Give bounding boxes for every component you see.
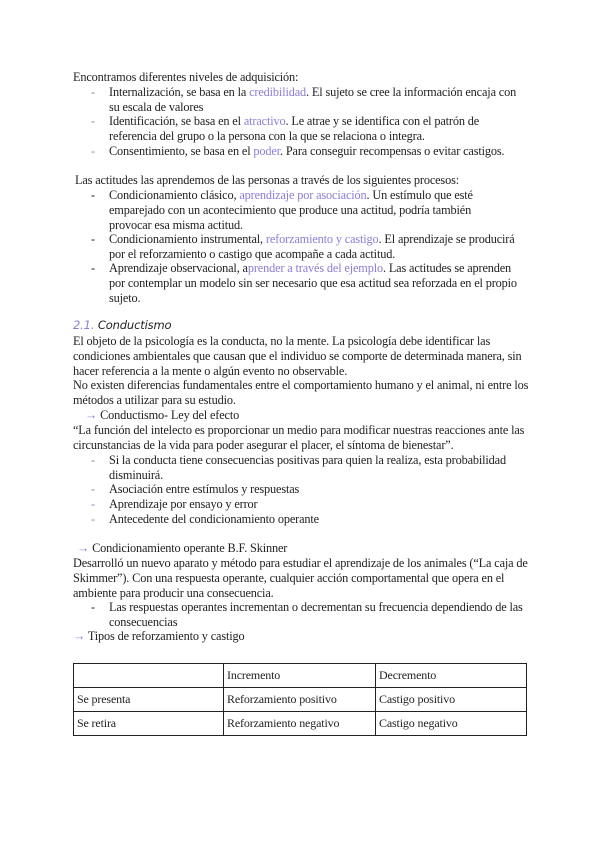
table-row bbox=[74, 688, 527, 712]
list-item: - Condicionamiento clásico, aprendizaje por asociación. Un estímulo que esté emparejado con un acontecimiento que produce una actitud, podría también provocar esa misma actitud. bbox=[91, 188, 473, 232]
table-cell: Se retira bbox=[74, 712, 224, 736]
list-item: - Aprendizaje por ensayo y error bbox=[91, 497, 258, 511]
table-cell: Castigo negativo bbox=[376, 712, 527, 736]
table-cell: Decremento bbox=[376, 664, 527, 688]
processes-intro: Las actitudes las aprendemos de las personas a través de los siguientes procesos: bbox=[75, 173, 459, 187]
section-heading: 2.1. Conductismo bbox=[73, 318, 172, 332]
list-item: - Identificación, se basa en el atractivo. Le atrae y se identifica con el patrón de referencia del grupo o la persona con la que se relaciona o integra. bbox=[91, 114, 480, 143]
list-item: - Asociación entre estímulos y respuestas bbox=[91, 482, 300, 496]
arrow-heading: → Conductismo- Ley del efecto bbox=[85, 408, 240, 422]
quote: “La función del intelecto es proporcionar un medio para modificar nuestras reacciones ante las circunstancias de la vida para poder asegurar el placer, el síntoma de bienestar”. bbox=[73, 423, 525, 452]
intro-text: Encontramos diferentes niveles de adquisición: bbox=[73, 70, 299, 84]
list-item: - Consentimiento, se basa en el poder. Para conseguir recompensas o evitar castigos. bbox=[91, 144, 505, 158]
table-cell: Reforzamiento positivo bbox=[224, 688, 376, 712]
arrow-right-icon: → bbox=[73, 629, 86, 643]
arrow-right-icon: → bbox=[77, 541, 90, 555]
list-item: - Antecedente del condicionamiento operante bbox=[91, 512, 319, 526]
arrow-right-icon: → bbox=[85, 408, 98, 422]
table-cell: Castigo positivo bbox=[376, 688, 527, 712]
list-item: - Las respuestas operantes incrementan o decrementan su frecuencia dependiendo de las consecuencias bbox=[91, 600, 523, 629]
paragraph: Desarrolló un nuevo aparato y método para estudiar el aprendizaje de los animales (“La caja de Skimmer”). Con una respuesta operante, cualquier acción comportamental que opera en el ambiente para producir una consecuencia. bbox=[73, 556, 528, 600]
table-cell bbox=[74, 664, 224, 688]
table-cell: Reforzamiento negativo bbox=[224, 712, 376, 736]
arrow-heading: → Tipos de reforzamiento y castigo bbox=[73, 629, 245, 643]
list-item: - Internalización, se basa en la credibilidad. El sujeto se cree la información encaja con su escala de valores bbox=[91, 85, 517, 114]
paragraph: El objeto de la psicología es la conducta, no la mente. La psicología debe identificar las condiciones ambientales que causan que el individuo se comporte de determinada manera, sin hacer referencia a la mente o algún evento no observable. bbox=[73, 334, 522, 378]
table-cell: Se presenta bbox=[74, 688, 224, 712]
arrow-heading: → Condicionamiento operante B.F. Skinner bbox=[77, 541, 288, 555]
list-item: - Si la conducta tiene consecuencias positivas para quien la realiza, esta probabilidad disminuirá. bbox=[91, 453, 506, 482]
table-row bbox=[74, 712, 527, 736]
table-cell: Incremento bbox=[224, 664, 376, 688]
paragraph: No existen diferencias fundamentales entre el comportamiento humano y el animal, ni entre los métodos a utilizar para su estudio. bbox=[73, 378, 529, 407]
list-item: - Aprendizaje observacional, aprender a través del ejemplo. Las actitudes se aprenden por contemplar un modelo sin ser necesario que esa actitud sea reforzada en el propio sujeto. bbox=[91, 261, 517, 305]
table-header-row bbox=[74, 664, 527, 688]
list-item: - Condicionamiento instrumental, reforzamiento y castigo. El aprendizaje se producirá por el reforzamiento o castigo que acompañe a cada actitud. bbox=[91, 232, 515, 261]
reinforcement-table bbox=[73, 663, 527, 736]
